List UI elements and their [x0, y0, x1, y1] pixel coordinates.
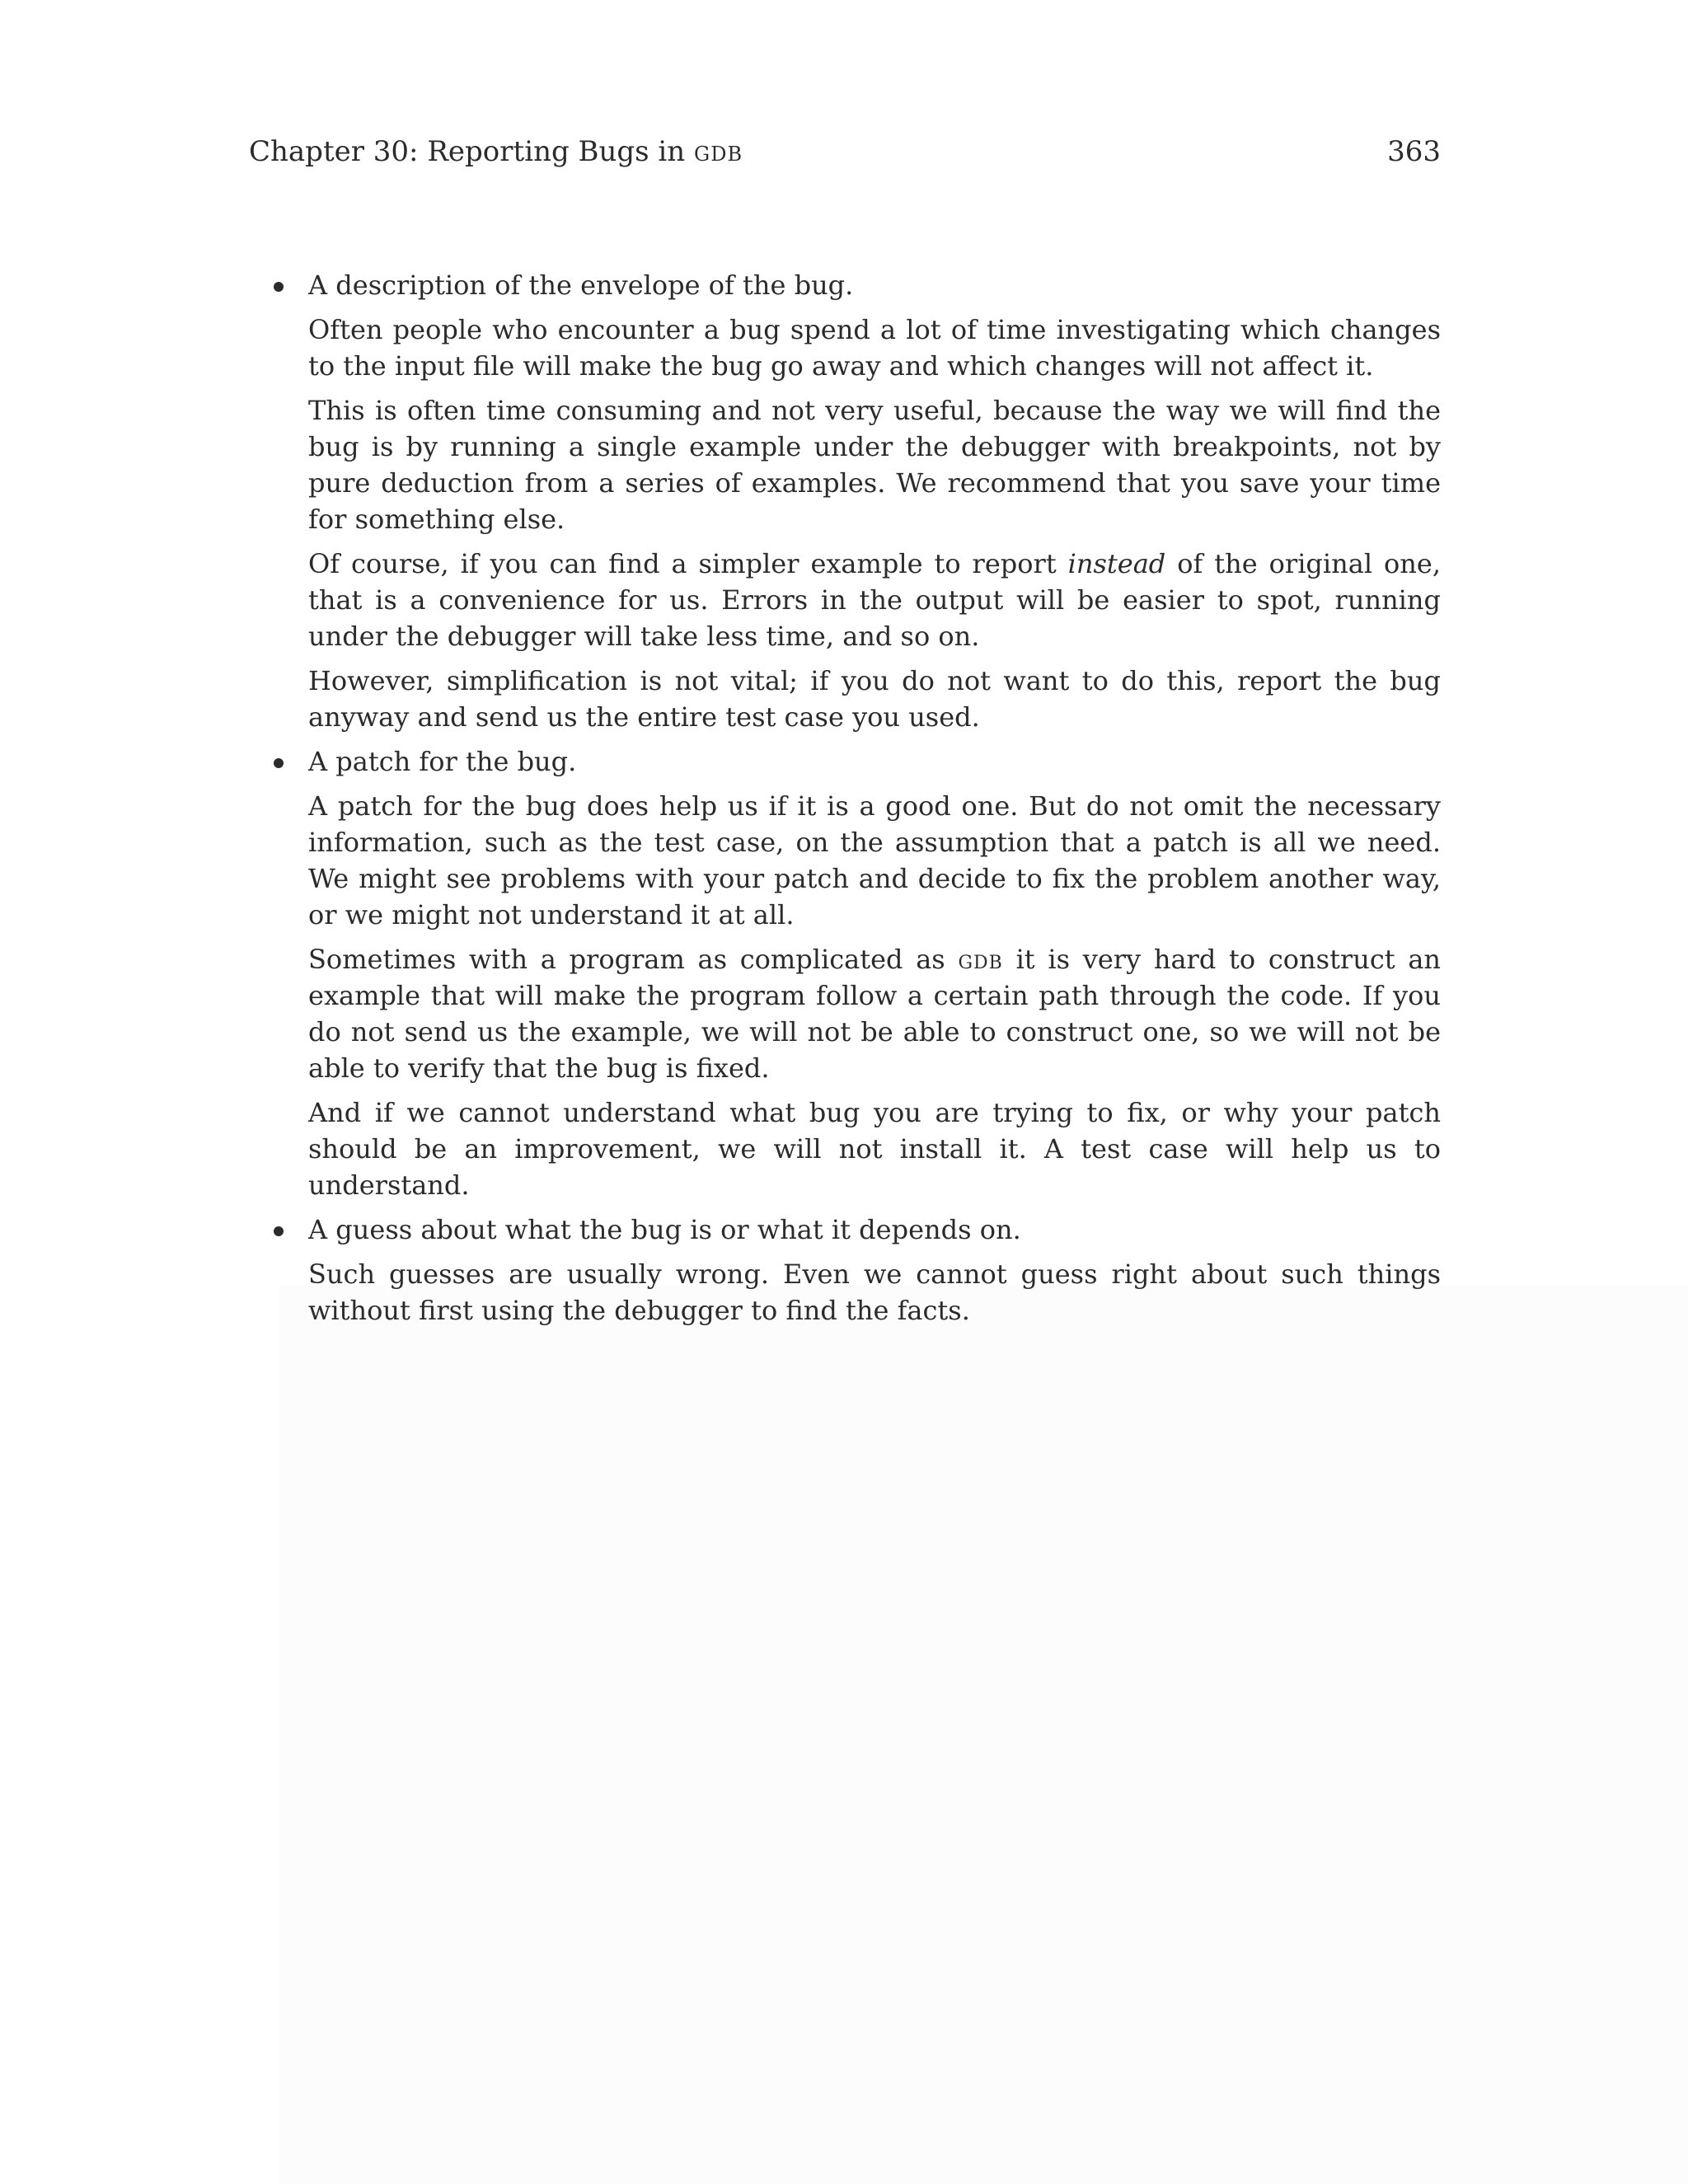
bullet-icon	[274, 282, 284, 292]
list-item	[249, 267, 1441, 735]
paragraph-text: it is very hard to construct an example that will make the program follow a certain path through the code. If you do not send us the example, we will not be able to construct one, so we will not be able to verify that the bug is fixed.	[308, 944, 1442, 1084]
paragraph: And if we cannot understand what bug you are trying to fix, or why your patch should be an improvement, we will not install it. A test case will help us to understand.	[308, 1097, 1441, 1201]
paragraph-text: Of course, if you can find a simpler example to report	[308, 548, 1057, 579]
item-heading: A guess about what the bug is or what it depends on.	[308, 1214, 1021, 1245]
bullet-icon	[274, 758, 284, 768]
paragraph: Often people who encounter a bug spend a lot of time investigating which changes to the input file will make the bug go away and which changes will not affect it.	[308, 314, 1441, 382]
paragraph: However, simplification is not vital; if you do not want to do this, report the bug anyway and send us the entire test case you used.	[308, 665, 1441, 733]
paragraph	[308, 546, 1441, 654]
program-name: gdb	[694, 135, 743, 168]
item-heading: A patch for the bug.	[308, 746, 577, 777]
chapter-title	[249, 132, 743, 171]
list-item	[249, 743, 1441, 1203]
paragraph	[308, 941, 1441, 1086]
list-item	[249, 1212, 1441, 1329]
running-header	[249, 132, 1441, 171]
page-number: 363	[1387, 135, 1441, 168]
chapter-label: Chapter 30: Reporting Bugs in	[249, 135, 686, 168]
paragraph: Such guesses are usually wrong. Even we cannot guess right about such things without first using the debugger to find the facts.	[308, 1258, 1441, 1326]
bullet-icon	[274, 1226, 284, 1236]
paragraph-text: of the original one, that is a convenience for us. Errors in the output will be easier to spot, running under the debugger will take less time, and so on.	[308, 548, 1441, 652]
emphasis-text: instead	[1067, 548, 1166, 579]
paragraph: A patch for the bug does help us if it is a good one. But do not omit the necessary information, such as the test case, on the assumption that a patch is all we need. We might see problems with your patch and decide to fix the problem another way, or we might not understand it at all.	[308, 790, 1441, 930]
item-heading: A description of the envelope of the bug.	[308, 269, 854, 301]
program-name: gdb	[958, 944, 1003, 975]
page-shade	[279, 1286, 1688, 2184]
paragraph-text: Sometimes with a program as complicated as	[308, 944, 945, 975]
main-content	[249, 267, 1441, 1337]
paragraph: This is often time consuming and not very useful, because the way we will find the bug is by running a single example under the debugger with breakpoints, not by pure deduction from a series of examples. We recommend that you save your time for something else.	[308, 395, 1441, 535]
